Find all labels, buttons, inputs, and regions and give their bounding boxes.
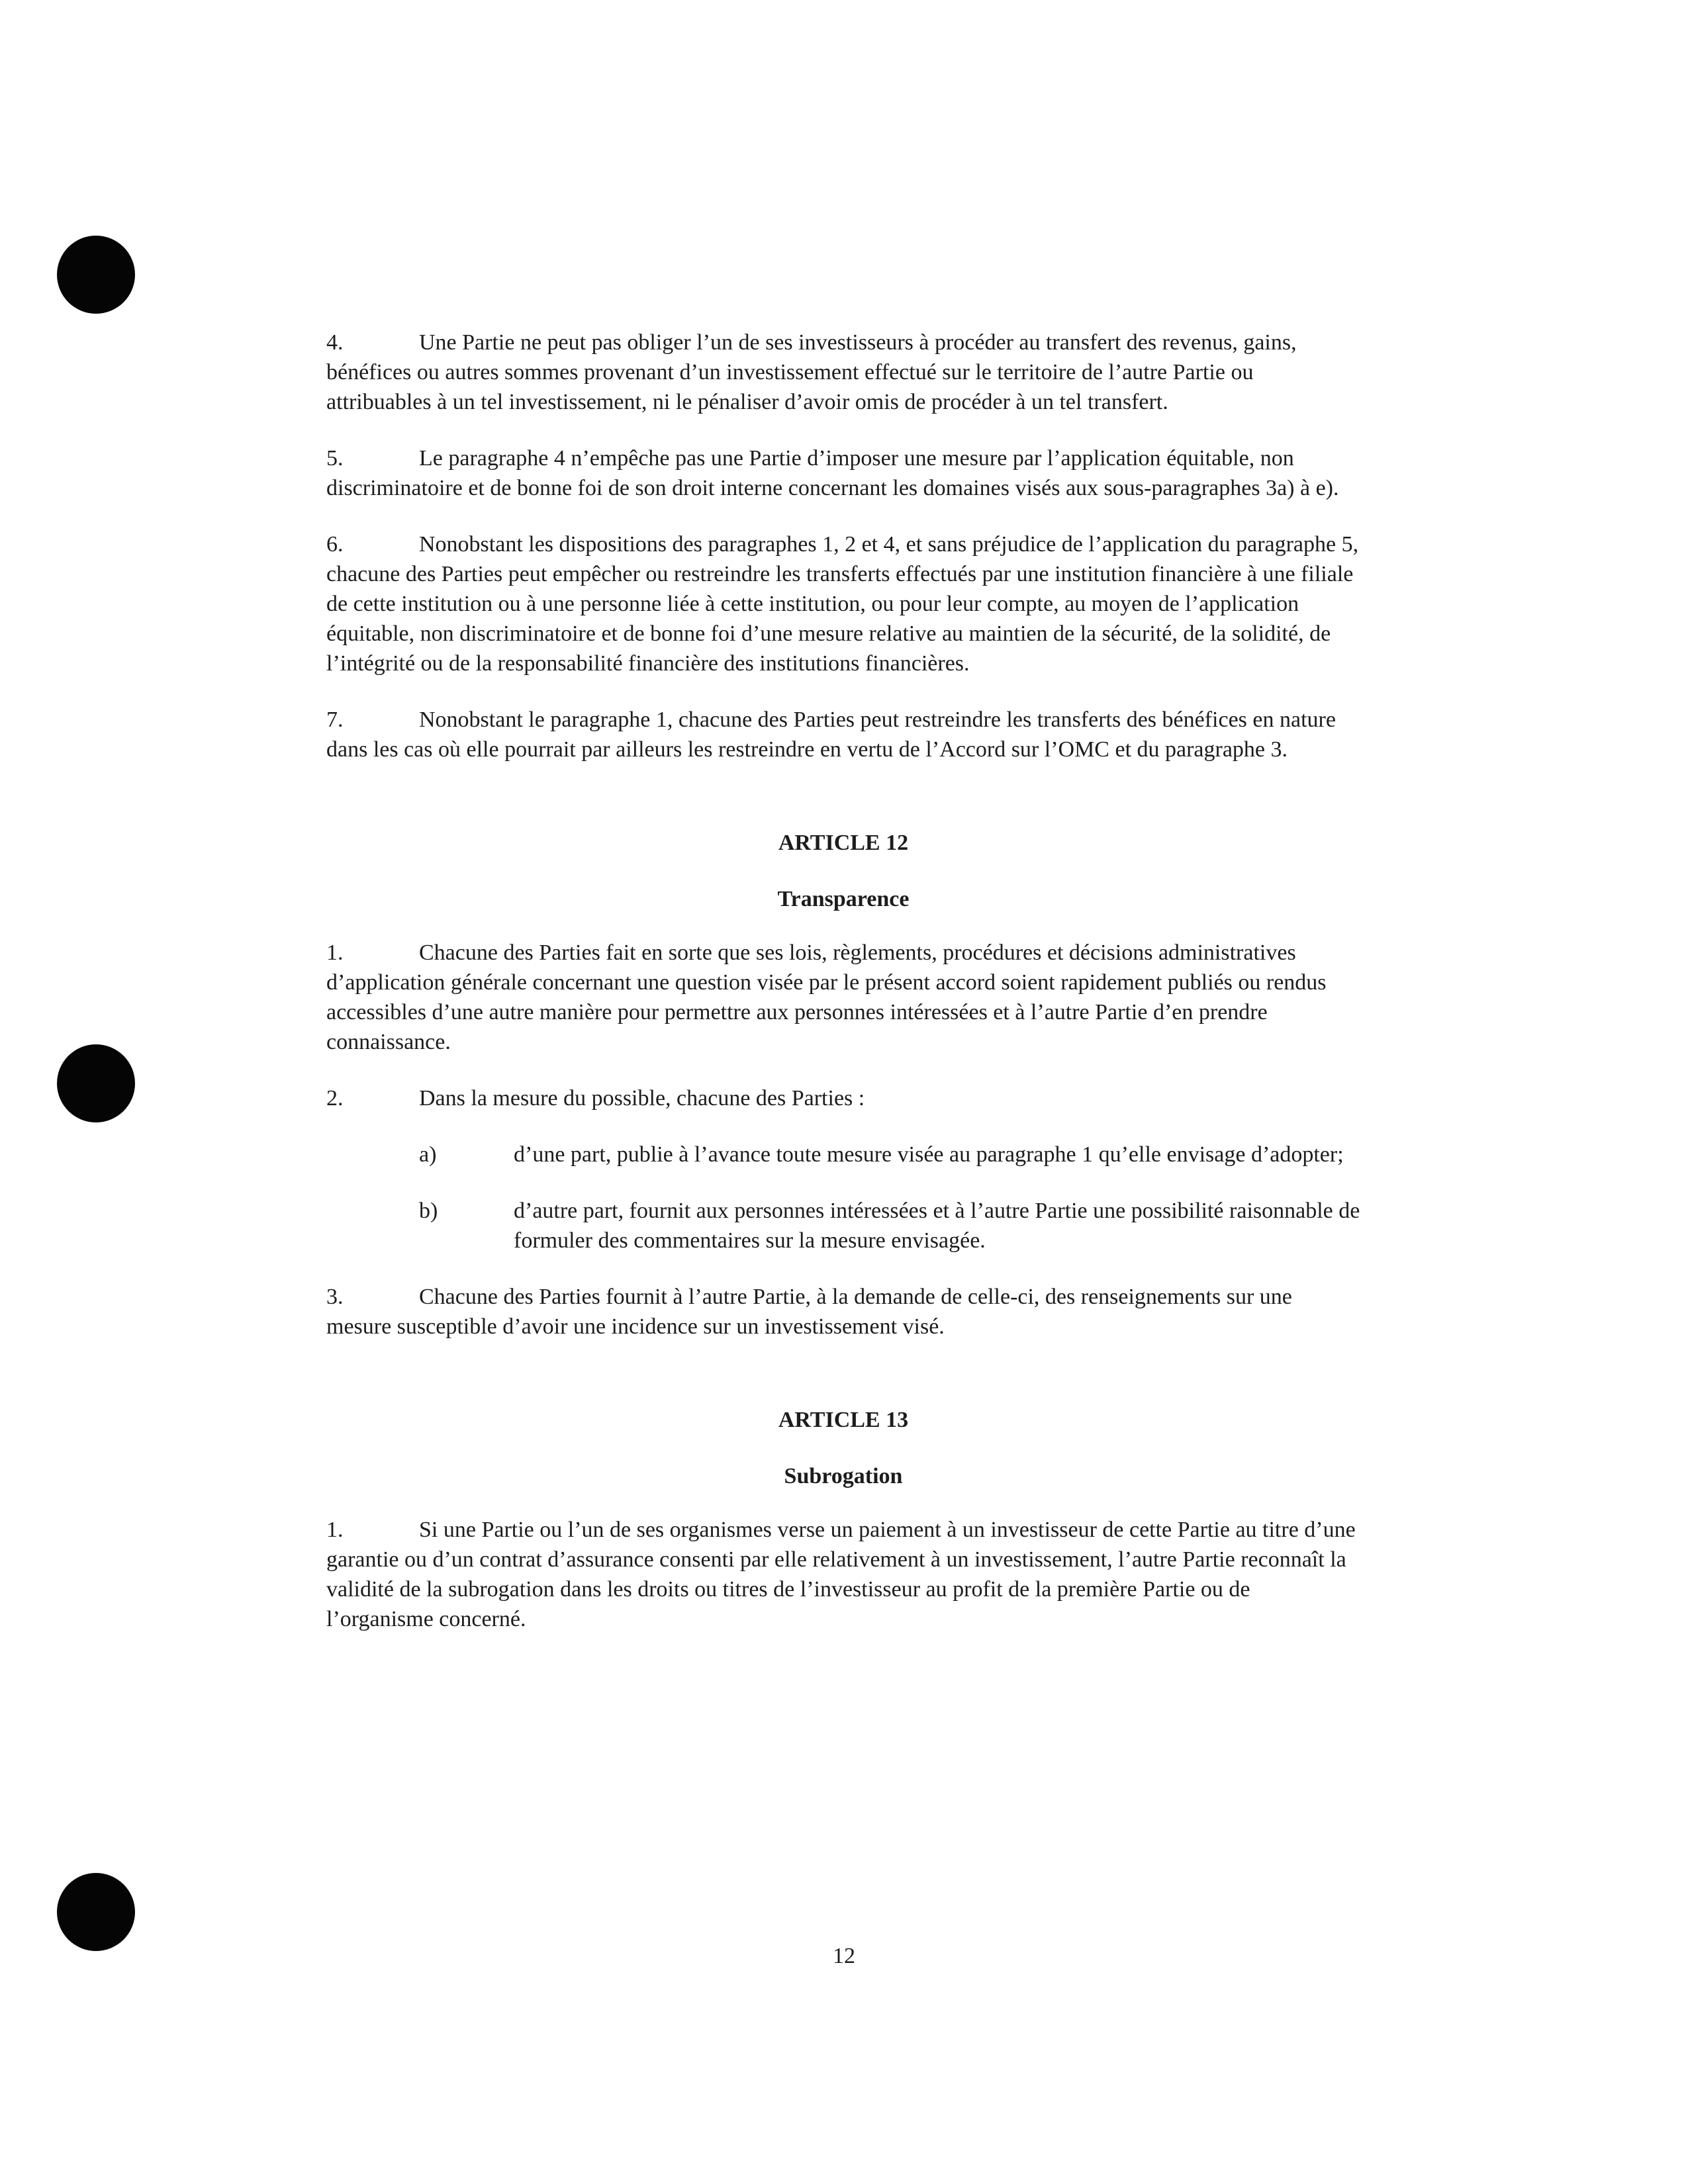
- document-page: [326, 328, 1360, 1661]
- paragraph-number: 1.: [326, 940, 344, 965]
- paragraph-text: Dans la mesure du possible, chacune des Parties :: [419, 1086, 865, 1111]
- page-number: 12: [833, 1944, 855, 1968]
- article-12-paragraph-2: [326, 1083, 1360, 1113]
- binder-hole-bottom: [57, 1873, 135, 1951]
- paragraph-number: 3.: [326, 1285, 344, 1309]
- paragraph-6: [326, 529, 1360, 678]
- article-12-paragraph-1: [326, 938, 1360, 1057]
- sub-item-text: d’autre part, fournit aux personnes intéressées et à l’autre Partie une possibilité raisonnable de formuler des commentaires sur la mesure envisagée.: [514, 1199, 1360, 1253]
- binder-hole-middle: [57, 1044, 135, 1122]
- paragraph-number: 4.: [326, 330, 344, 355]
- paragraph-text: Une Partie ne peut pas obliger l’un de ses investisseurs à procéder au transfert des revenus, gains, bénéfices ou autres sommes provenant d’un investissement effectué sur le territoire de l’autre Partie ou attribuables à un tel investissement, ni le pénaliser d’avoir omis de procéder à un tel transfert.: [326, 330, 1297, 414]
- paragraph-number: 6.: [326, 532, 344, 557]
- sub-item-b: [326, 1196, 1360, 1255]
- paragraph-5: [326, 443, 1360, 503]
- sub-item-label: a): [419, 1142, 437, 1167]
- article-12-title: Transparence: [777, 887, 910, 911]
- paragraph-number: 7.: [326, 707, 344, 732]
- paragraph-7: [326, 705, 1360, 764]
- sub-item-label: b): [419, 1199, 438, 1223]
- paragraph-number: 2.: [326, 1086, 344, 1111]
- article-13-title: Subrogation: [784, 1464, 903, 1488]
- article-13-paragraph-1: [326, 1515, 1360, 1634]
- sub-item-a: [326, 1140, 1360, 1169]
- article-12-paragraph-3: [326, 1282, 1360, 1342]
- paragraph-text: Chacune des Parties fournit à l’autre Partie, à la demande de celle-ci, des renseignements sur une mesure susceptible d’avoir une incidence sur un investissement visé.: [326, 1285, 1292, 1339]
- paragraph-text: Si une Partie ou l’un de ses organismes verse un paiement à un investisseur de cette Partie au titre d’une garantie ou d’un contrat d’assurance consenti par elle relativement à un investissement, l’autre Partie reconnaît la validité de la subrogation dans les droits ou titres de l’investisseur au profit de la première Partie ou de l’organisme concerné.: [326, 1518, 1356, 1631]
- paragraph-text: Le paragraphe 4 n’empêche pas une Partie d’imposer une mesure par l’application équitable, non discriminatoire et de bonne foi de son droit interne concernant les domaines visés aux sous-paragraphes 3a) à e).: [326, 446, 1339, 500]
- paragraph-number: 1.: [326, 1518, 344, 1542]
- paragraph-4: [326, 328, 1360, 417]
- binder-hole-top: [57, 236, 135, 314]
- paragraph-number: 5.: [326, 446, 344, 471]
- paragraph-text: Nonobstant les dispositions des paragraphes 1, 2 et 4, et sans préjudice de l’application du paragraphe 5, chacune des Parties peut empêcher ou restreindre les transferts effectués par une institution financière à une filiale de cette institution ou à une personne liée à cette institution, ou pour leur compte, au moyen de l’application équitable, non discriminatoire et de bonne foi d’une mesure relative au maintien de la sécurité, de la solidité, de l’intégrité ou de la responsabilité financière des institutions financières.: [326, 532, 1359, 676]
- article-12-heading: ARTICLE 12: [778, 831, 909, 855]
- paragraph-text: Chacune des Parties fait en sorte que ses lois, règlements, procédures et décisions administratives d’application générale concernant une question visée par le présent accord soient rapidement publiés ou rendus accessibles d’une autre manière pour permettre aux personnes intéressées et à l’autre Partie d’en prendre connaissance.: [326, 940, 1327, 1054]
- paragraph-text: Nonobstant le paragraphe 1, chacune des Parties peut restreindre les transferts des bénéfices en nature dans les cas où elle pourrait par ailleurs les restreindre en vertu de l’Accord sur l’OMC et du paragraphe 3.: [326, 707, 1336, 762]
- article-13-heading: ARTICLE 13: [778, 1408, 909, 1432]
- sub-item-text: d’une part, publie à l’avance toute mesure visée au paragraphe 1 qu’elle envisage d’adopter;: [514, 1142, 1344, 1167]
